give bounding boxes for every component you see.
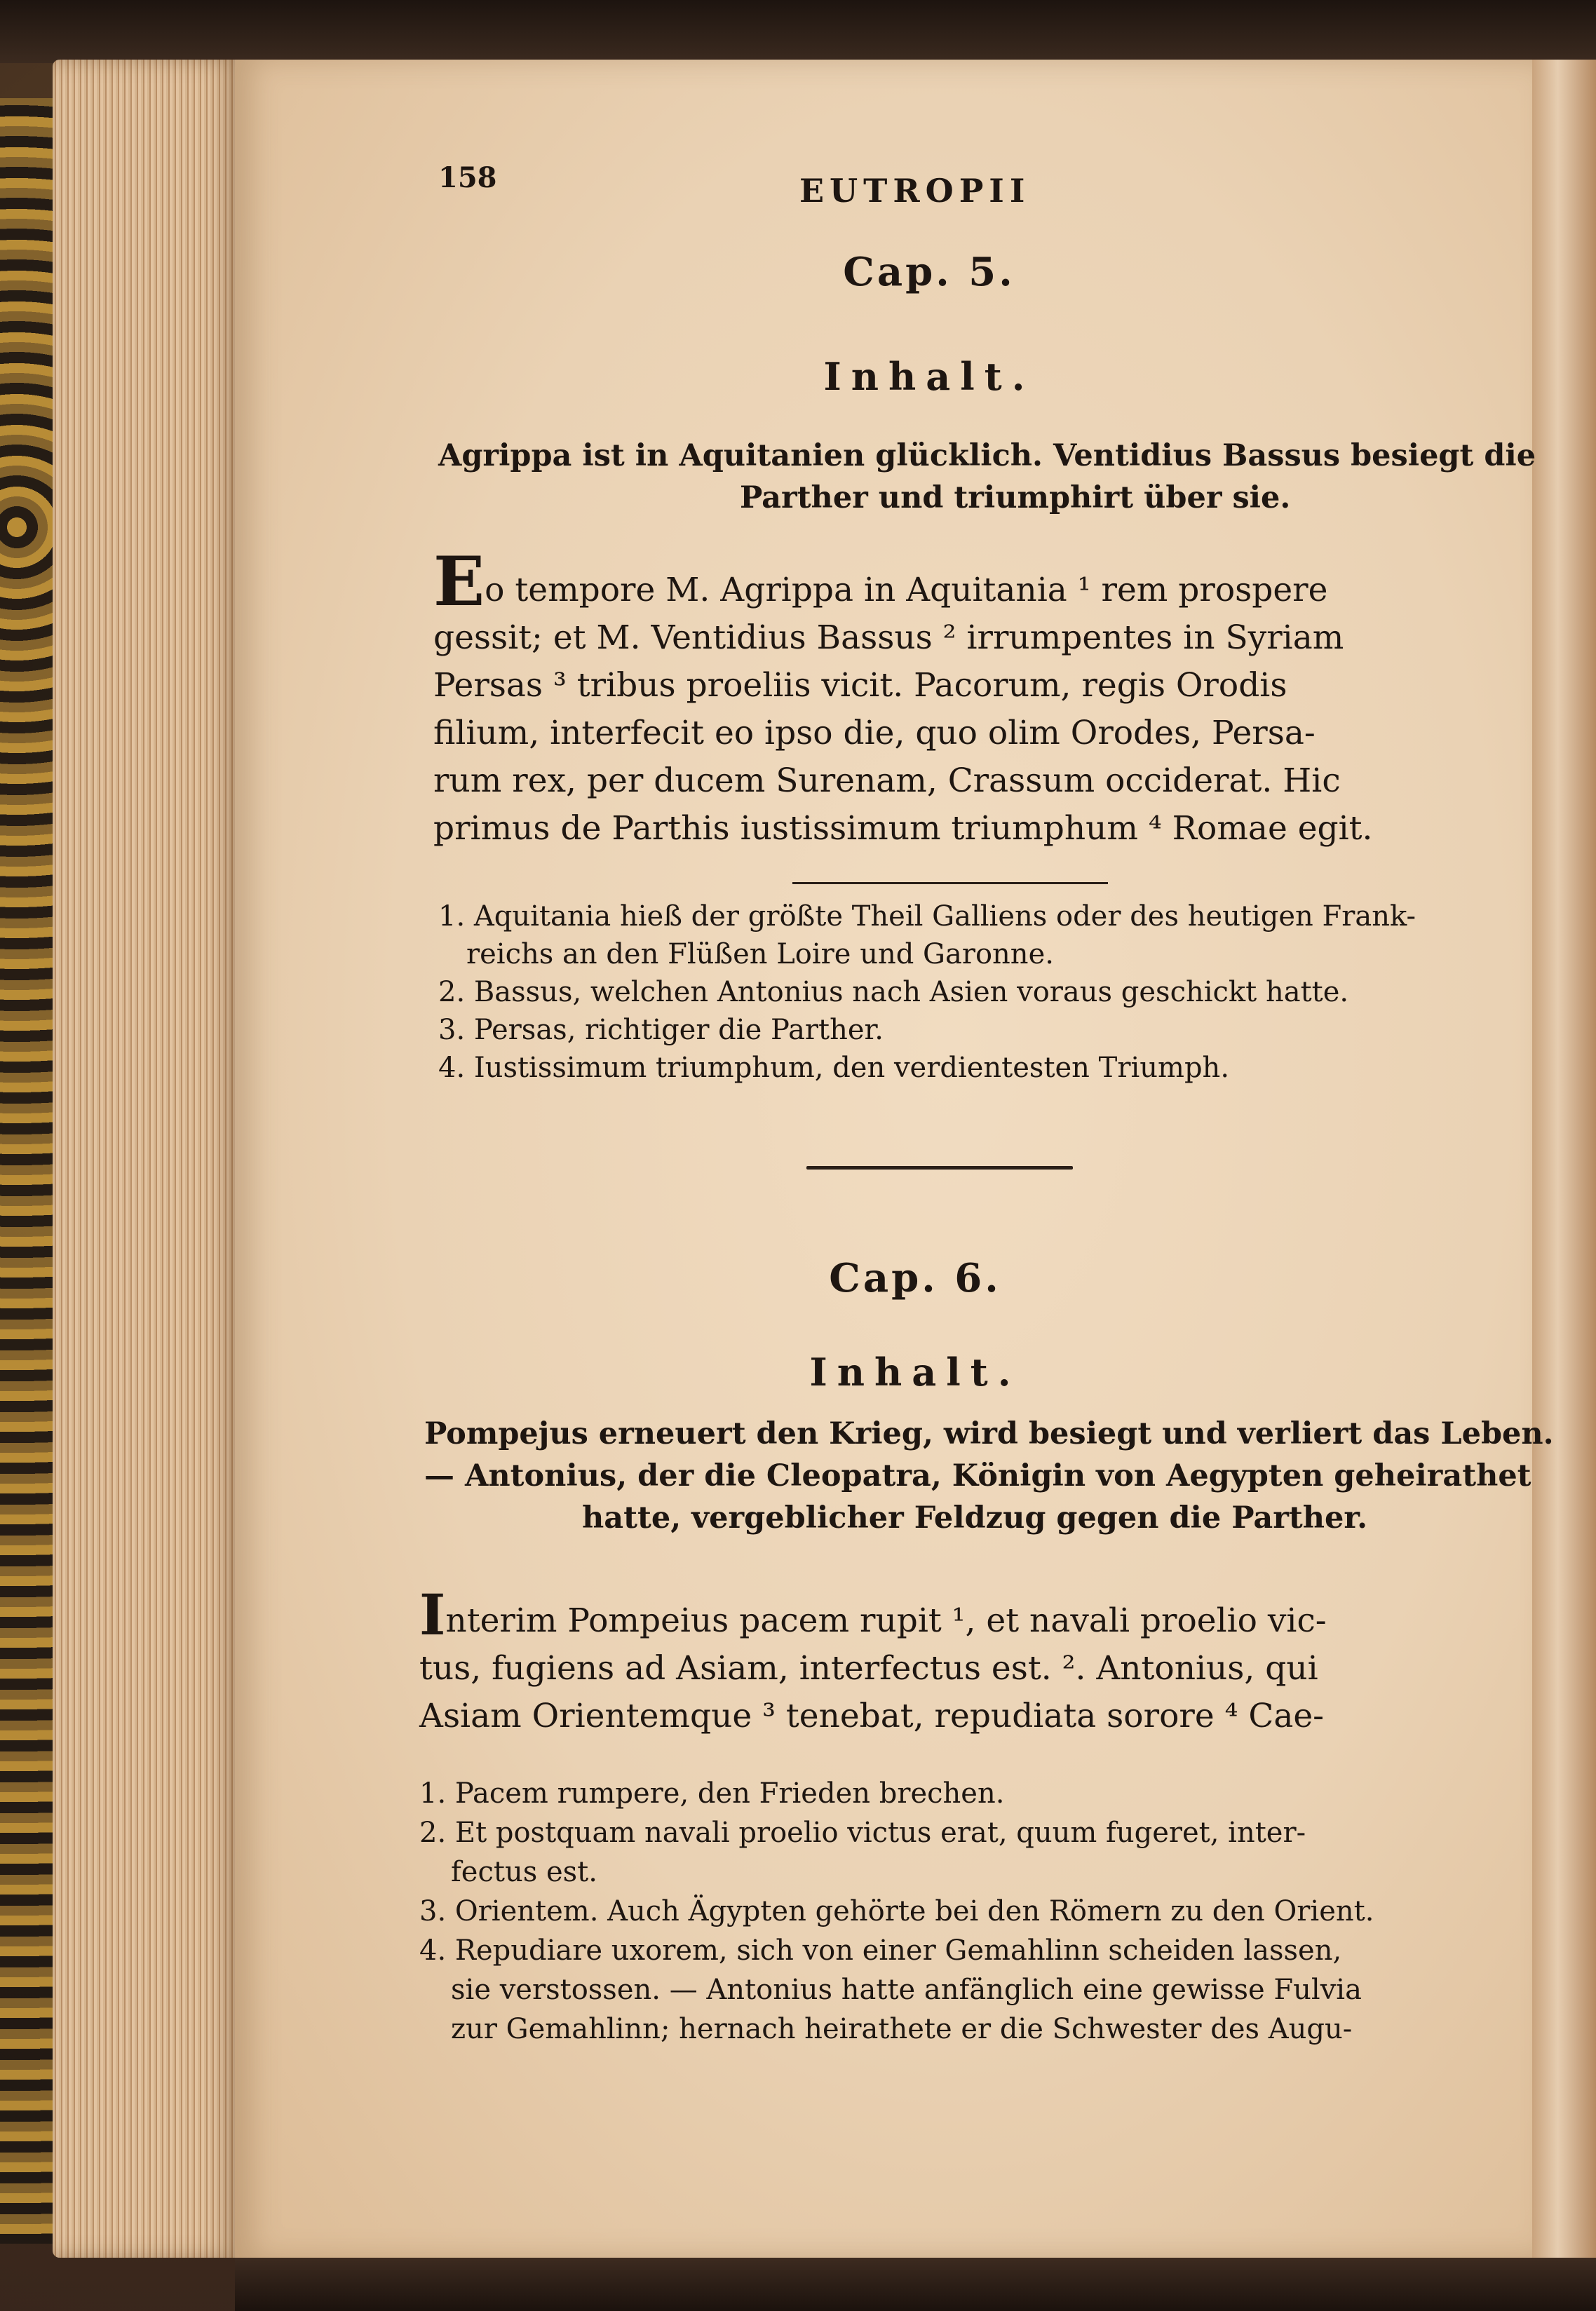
section-separator [806,1166,1073,1170]
page-number: 158 [438,161,497,194]
chapter-6-footnotes [419,1774,1450,2049]
footnote-line: 3. Persas, richtiger die Parther. [438,1014,884,1046]
text-line: rum rex, per ducem Surenam, Crassum occiderat. Hic [433,761,1341,800]
footnote-line: 1. Aquitania hieß der größte Theil Galliens oder des heutigen Frank- [438,900,1416,933]
footnote-line: fectus est. [451,1856,597,1888]
text-line: tus, fugiens ad Asiam, interfectus est. ². Antonius, qui [419,1649,1318,1688]
footnote-line: 1. Pacem rumpere, den Frieden brechen. [419,1777,1005,1810]
chapter-6-inhalt-label: Inhalt. [809,1350,1021,1395]
footnote-line: reichs an den Flüßen Loire und Garonne. [466,938,1054,970]
summary-line: Pompejus erneuert den Krieg, wird besiegt und verliert das Leben. [424,1416,1554,1451]
text-line: filium, interfecit eo ipso die, quo olim Orodes, Persa- [433,714,1316,752]
text-line: Asiam Orientemque ³ tenebat, repudiata sorore ⁴ Cae- [419,1697,1325,1735]
footnote-line: 2. Et postquam navali proelio victus erat, quum fugeret, inter- [419,1817,1306,1849]
summary-line: — Antonius, der die Cleopatra, Königin von Aegypten geheirathet [424,1458,1531,1493]
chapter-5-footnotes [438,897,1448,1087]
chapter-5-text [433,542,1450,853]
footnote-line: sie verstossen. — Antonius hatte anfänglich eine gewisse Fulvia [451,1974,1362,2006]
chapter-6-title: Cap. 6. [829,1255,1001,1301]
initial-letter: E [433,542,485,621]
text-line: Interim Pompeius pacem rupit ¹, et navali proelio vic- [419,1582,1327,1648]
footnote-line: 4. Iustissimum triumphum, den verdientesten Triumph. [438,1052,1230,1084]
initial-letter: I [419,1582,446,1648]
footnote-line: 3. Orientem. Auch Ägypten gehörte bei den Römern zu den Orient. [419,1895,1374,1927]
chapter-6-summary [424,1413,1554,1539]
summary-line: Parther und triumphirt über sie. [740,480,1291,515]
footnote-divider [792,882,1108,884]
chapter-6-text [419,1582,1450,1740]
footnote-line: 2. Bassus, welchen Antonius nach Asien voraus geschickt hatte. [438,976,1349,1008]
summary-line: Agrippa ist in Aquitanien glücklich. Ventidius Bassus besiegt die [438,438,1536,473]
summary-line: hatte, vergeblicher Feldzug gegen die Parther. [582,1500,1368,1536]
footnote-line: 4. Repudiare uxorem, sich von einer Gemahlinn scheiden lassen, [419,1934,1342,1967]
running-head: EUTROPII [799,172,1031,210]
chapter-5-summary [438,435,1536,519]
text-line: Persas ³ tribus proeliis vicit. Pacorum, regis Orodis [433,666,1287,705]
text-line: Eo tempore M. Agrippa in Aquitania ¹ rem prospere [433,542,1328,621]
chapter-5-inhalt-label: Inhalt. [823,354,1035,399]
footnote-line: zur Gemahlinn; hernach heirathete er die Schwester des Augu- [451,2013,1353,2045]
text-line: gessit; et M. Ventidius Bassus ² irrumpentes in Syriam [433,618,1344,657]
chapter-5-title: Cap. 5. [843,249,1015,295]
text-line: primus de Parthis iustissimum triumphum ⁴ Romae egit. [433,809,1373,848]
